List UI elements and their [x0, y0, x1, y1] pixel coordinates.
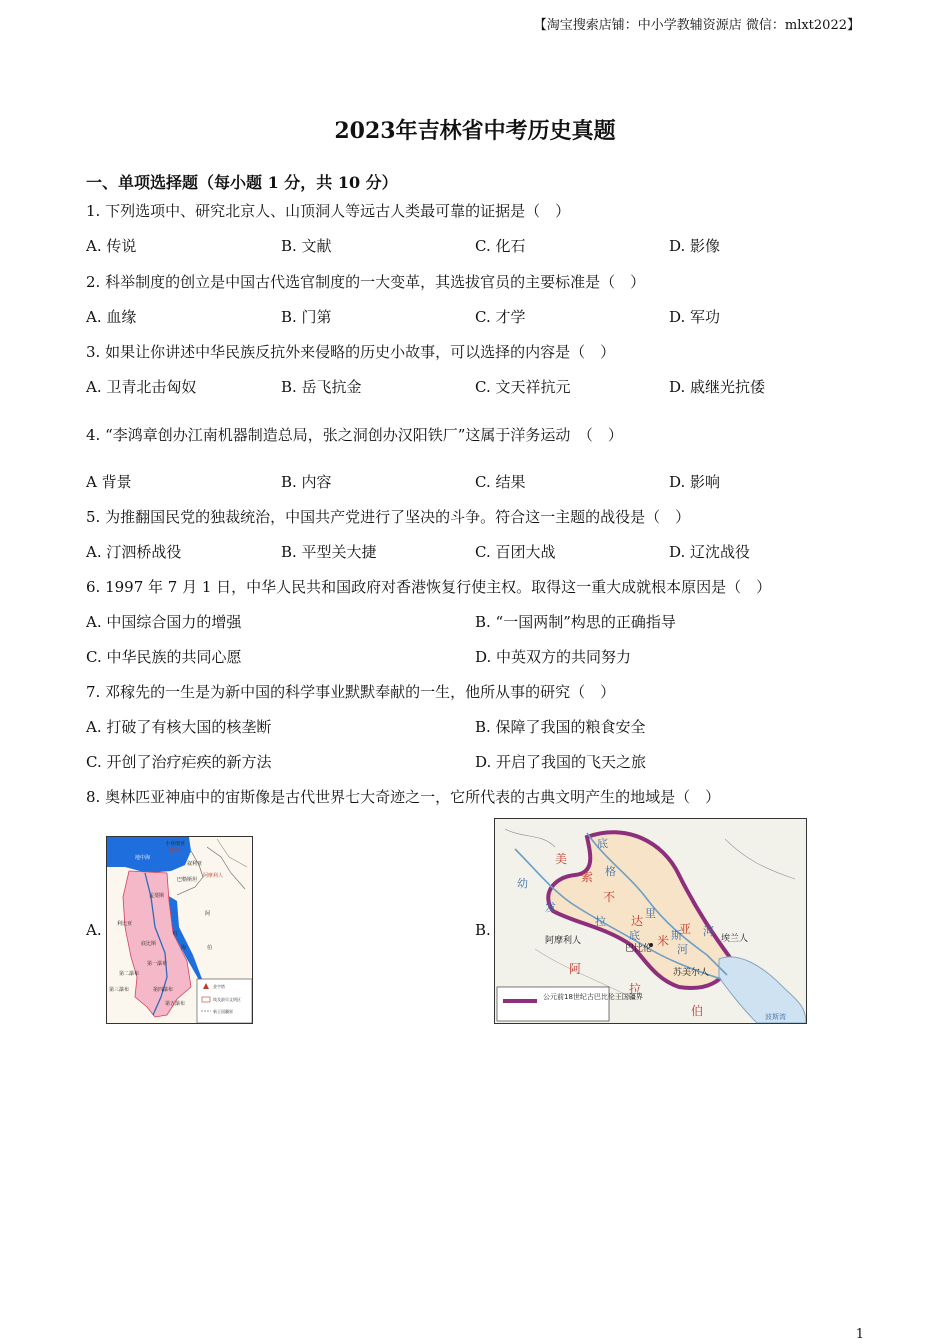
option: D. 中英双方的共同努力 [475, 648, 632, 666]
option: A 背景 [86, 473, 132, 491]
map-b-label: 底 [629, 929, 640, 942]
option: A. [86, 921, 102, 939]
option: B. 保障了我国的粮食安全 [475, 718, 646, 736]
option: B. 岳飞抗金 [281, 378, 362, 396]
map-a-label: 第二瀑布 [119, 971, 140, 977]
map-a-label: 利比亚 [117, 921, 133, 927]
option: A. 汀泗桥战役 [86, 543, 182, 561]
option: D. 军功 [669, 308, 721, 326]
map-b-label: 河 [703, 925, 714, 938]
option: A. 卫青北击匈奴 [86, 378, 197, 396]
map-a-label: 巴勒斯坦 [177, 877, 198, 883]
question-stem: 3. 如果让你讲述中华民族反抗外来侵略的历史小故事，可以选择的内容是（ ） [86, 343, 616, 361]
option: B. 文献 [281, 237, 332, 255]
option: C. 中华民族的共同心愿 [86, 648, 242, 666]
map-b-label: 亚 [679, 922, 692, 936]
question-stem: 2. 科举制度的创立是中国古代选官制度的一大变革，其选拔官员的主要标准是（ ） [86, 273, 646, 291]
map-a-label: 第一瀑布 [147, 961, 168, 967]
question-stem: 8. 奥林匹亚神庙中的宙斯像是古代世界七大奇迹之一，它所代表的古典文明产生的地域是（ ） [86, 788, 721, 806]
map-a-label: 阿 [205, 911, 211, 917]
map-a-label: 阿摩利人 [203, 873, 224, 879]
option: B. “一国两制”构思的正确指导 [475, 613, 676, 631]
map-b-label: 苏美尔人 [673, 968, 710, 978]
map-b-label: 幼 [517, 877, 528, 890]
option: A. 血缘 [86, 308, 137, 326]
option: C. 百团大战 [475, 543, 556, 561]
egypt-map [106, 836, 253, 1024]
option: B. 内容 [281, 473, 332, 491]
map-b-label: 阿摩利人 [545, 936, 582, 946]
option: D. 辽沈战役 [669, 543, 751, 561]
option: B. 门第 [281, 308, 332, 326]
question-stem: 7. 邓稼先的一生是为新中国的科学事业默默奉献的一生，他所从事的研究（ ） [86, 683, 616, 701]
map-b-label: 拉 [595, 915, 606, 928]
map-a-legend: 新王国疆界 [213, 1009, 233, 1014]
map-a-label: 地中海 [135, 855, 151, 861]
map-b-label: 阿 [569, 962, 582, 976]
option: C. 文天祥抗元 [475, 378, 571, 396]
option: C. 开创了治疗疟疾的新方法 [86, 753, 272, 771]
map-b-label: 波斯湾 [765, 1013, 786, 1021]
map-b-label: 米 [657, 934, 670, 948]
option: C. 化石 [475, 237, 526, 255]
question-stem: 6. 1997 年 7 月 1 日，中华人民共和国政府对香港恢复行使主权。取得这一重大成就根本原因是（ ） [86, 578, 772, 596]
map-b-legend: 公元前18世纪古巴比伦王国疆界 [543, 993, 643, 1001]
map-b-label: 索 [581, 870, 594, 884]
question-stem: 4. “李鸿章创办江南机器制造总局，张之洞创办汉阳铁厂”这属于洋务运动 （ ） [86, 426, 623, 444]
map-b-label: 河 [677, 943, 688, 956]
map-b-label: 巴比伦 [625, 944, 653, 954]
mesopotamia-map [494, 818, 807, 1024]
option: C. 才学 [475, 308, 526, 326]
map-b-label: 格 [605, 865, 616, 878]
map-b-label: 不 [603, 890, 616, 904]
page-header: 【淘宝搜索店铺：中小学教辅资源店 微信：mlxt2022】 [533, 18, 860, 33]
option: D. 开启了我国的飞天之旅 [475, 753, 647, 771]
map-a-label: 红 [173, 931, 179, 937]
question-stem: 1. 下列选项中、研究北京人、山顶洞人等远古人类最可靠的证据是（ ） [86, 202, 571, 220]
map-a-label: 第三瀑布 [109, 987, 130, 993]
map-a-label: 叙利亚 [187, 861, 203, 867]
map-b-label: 埃兰人 [721, 934, 749, 944]
map-a-label: 海 [181, 945, 187, 951]
option: A. 传说 [86, 237, 137, 255]
map-b-label: 美 [555, 852, 568, 866]
map-b-label: 伯 [691, 1004, 704, 1018]
option: B. 平型关大捷 [281, 543, 377, 561]
option: A. 打破了有核大国的核垄断 [86, 718, 272, 736]
map-b-label: 拉 [629, 982, 642, 996]
option: C. 结果 [475, 473, 526, 491]
map-b-label: 底 [597, 837, 608, 850]
map-a-label: 小亚细亚 [165, 841, 186, 847]
map-a-label: 孟斐斯 [149, 893, 165, 899]
map-a-label: 伯 [207, 945, 213, 951]
map-a-legend: 埃及最早文明区 [213, 997, 241, 1002]
map-b-label: 达 [631, 914, 644, 928]
map-b-label: 发 [545, 901, 556, 914]
map-b-label: 里 [645, 907, 656, 920]
map-a-label: 赫梯人 [169, 848, 185, 854]
option: D. 戚继光抗倭 [669, 378, 766, 396]
question-stem: 5. 为推翻国民党的独裁统治，中国共产党进行了坚决的斗争。符合这一主题的战役是（ ） [86, 508, 691, 526]
option: A. 中国综合国力的增强 [86, 613, 242, 631]
option: B. [475, 921, 491, 939]
map-b-label: 斯 [671, 929, 682, 942]
section-heading: 一、单项选择题（每小题 1 分，共 10 分） [86, 173, 398, 192]
page-title: 2023年吉林省中考历史真题 [334, 118, 616, 144]
option: D. 影像 [669, 237, 721, 255]
page-number: 1 [855, 1327, 864, 1342]
map-a-label: 第四瀑布 [153, 987, 174, 993]
map-a-label: 第五瀑布 [165, 1001, 186, 1007]
map-a-legend: 金字塔 [213, 984, 225, 989]
option: D. 影响 [669, 473, 721, 491]
map-a-label: 底比斯 [141, 941, 157, 947]
